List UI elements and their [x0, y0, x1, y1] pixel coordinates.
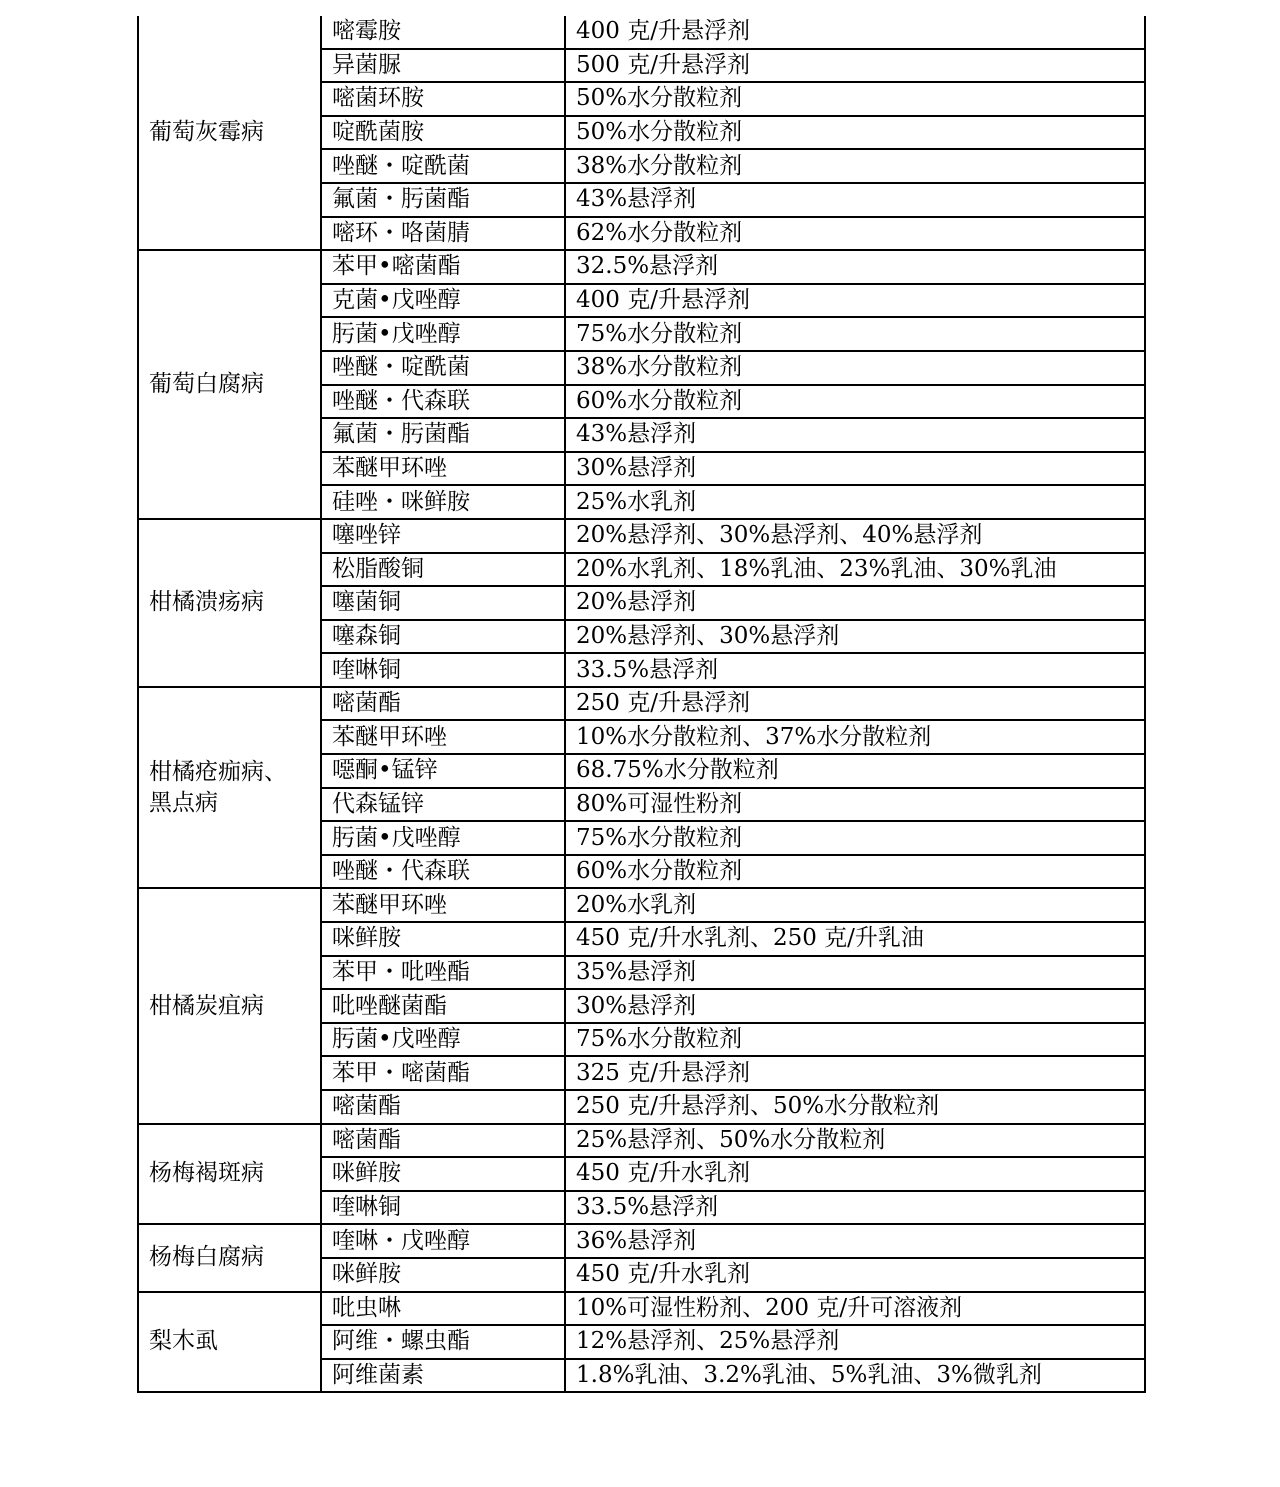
agent-cell: 喹啉铜: [321, 1191, 565, 1225]
formulation-cell: 25%悬浮剂、50%水分散粒剂: [565, 1124, 1145, 1158]
formulation-cell: 10%可湿性粉剂、200 克/升可溶液剂: [565, 1292, 1145, 1326]
formulation-cell: 250 克/升悬浮剂: [565, 687, 1145, 721]
agent-cell: 喹啉铜: [321, 653, 565, 687]
formulation-cell: 38%水分散粒剂: [565, 149, 1145, 183]
agent-cell: 噻森铜: [321, 620, 565, 654]
formulation-cell: 10%水分散粒剂、37%水分散粒剂: [565, 720, 1145, 754]
table-row: [138, 888, 1145, 922]
formulation-cell: 75%水分散粒剂: [565, 1023, 1145, 1057]
formulation-cell: 450 克/升水乳剂、250 克/升乳油: [565, 922, 1145, 956]
agent-cell: 嘧霉胺: [321, 16, 565, 49]
agent-cell: 肟菌•戊唑醇: [321, 1023, 565, 1057]
agent-cell: 噁酮•锰锌: [321, 754, 565, 788]
disease-cell: 梨木虱: [138, 1292, 321, 1393]
formulation-cell: 50%水分散粒剂: [565, 116, 1145, 150]
formulation-cell: 20%水乳剂、18%乳油、23%乳油、30%乳油: [565, 553, 1145, 587]
agent-cell: 嘧菌环胺: [321, 82, 565, 116]
agent-cell: 咪鲜胺: [321, 1258, 565, 1292]
formulation-cell: 33.5%悬浮剂: [565, 653, 1145, 687]
agent-cell: 异菌脲: [321, 49, 565, 83]
table-row: [138, 1124, 1145, 1158]
table-row: [138, 1292, 1145, 1326]
formulation-cell: 80%可湿性粉剂: [565, 788, 1145, 822]
formulation-cell: 32.5%悬浮剂: [565, 250, 1145, 284]
agent-cell: 嘧菌酯: [321, 687, 565, 721]
agent-cell: 苯醚甲环唑: [321, 452, 565, 486]
agent-cell: 啶酰菌胺: [321, 116, 565, 150]
table-row: [138, 687, 1145, 721]
formulation-cell: 75%水分散粒剂: [565, 821, 1145, 855]
formulation-cell: 30%悬浮剂: [565, 452, 1145, 486]
agent-cell: 硅唑・咪鲜胺: [321, 485, 565, 519]
agent-cell: 苯甲•嘧菌酯: [321, 250, 565, 284]
formulation-cell: 60%水分散粒剂: [565, 385, 1145, 419]
formulation-cell: 30%悬浮剂: [565, 989, 1145, 1023]
agent-cell: 嘧菌酯: [321, 1090, 565, 1124]
formulation-cell: 38%水分散粒剂: [565, 351, 1145, 385]
formulation-cell: 250 克/升悬浮剂、50%水分散粒剂: [565, 1090, 1145, 1124]
formulation-cell: 62%水分散粒剂: [565, 217, 1145, 251]
agent-cell: 唑醚・啶酰菌: [321, 351, 565, 385]
table-body: [138, 16, 1145, 1392]
formulation-cell: 75%水分散粒剂: [565, 317, 1145, 351]
agent-cell: 阿维・螺虫酯: [321, 1325, 565, 1359]
formulation-cell: 33.5%悬浮剂: [565, 1191, 1145, 1225]
table-row: [138, 519, 1145, 553]
agent-cell: 嘧环・咯菌腈: [321, 217, 565, 251]
agent-cell: 喹啉・戊唑醇: [321, 1224, 565, 1258]
disease-cell: 杨梅褐斑病: [138, 1124, 321, 1225]
table-row: [138, 16, 1145, 49]
formulation-cell: 20%悬浮剂: [565, 586, 1145, 620]
agent-cell: 肟菌•戊唑醇: [321, 821, 565, 855]
disease-cell: 杨梅白腐病: [138, 1224, 321, 1291]
agent-cell: 吡虫啉: [321, 1292, 565, 1326]
agent-cell: 代森锰锌: [321, 788, 565, 822]
formulation-cell: 36%悬浮剂: [565, 1224, 1145, 1258]
agent-cell: 苯醚甲环唑: [321, 720, 565, 754]
agent-cell: 苯醚甲环唑: [321, 888, 565, 922]
agent-cell: 苯甲・吡唑酯: [321, 956, 565, 990]
formulation-cell: 400 克/升悬浮剂: [565, 16, 1145, 49]
formulation-cell: 43%悬浮剂: [565, 418, 1145, 452]
disease-cell: 柑橘溃疡病: [138, 519, 321, 687]
formulation-cell: 400 克/升悬浮剂: [565, 284, 1145, 318]
agent-cell: 嘧菌酯: [321, 1124, 565, 1158]
formulation-cell: 35%悬浮剂: [565, 956, 1145, 990]
agent-cell: 唑醚・代森联: [321, 385, 565, 419]
table-row: [138, 1224, 1145, 1258]
formulation-cell: 43%悬浮剂: [565, 183, 1145, 217]
agent-cell: 吡唑醚菌酯: [321, 989, 565, 1023]
formulation-cell: 20%水乳剂: [565, 888, 1145, 922]
pesticide-table: [137, 16, 1146, 1393]
agent-cell: 苯甲・嘧菌酯: [321, 1056, 565, 1090]
agent-cell: 唑醚・代森联: [321, 855, 565, 889]
agent-cell: 氟菌・肟菌酯: [321, 418, 565, 452]
agent-cell: 氟菌・肟菌酯: [321, 183, 565, 217]
formulation-cell: 325 克/升悬浮剂: [565, 1056, 1145, 1090]
agent-cell: 克菌•戊唑醇: [321, 284, 565, 318]
formulation-cell: 12%悬浮剂、25%悬浮剂: [565, 1325, 1145, 1359]
formulation-cell: 450 克/升水乳剂: [565, 1258, 1145, 1292]
agent-cell: 唑醚・啶酰菌: [321, 149, 565, 183]
table-row: [138, 250, 1145, 284]
disease-cell: 柑橘炭疽病: [138, 888, 321, 1123]
agent-cell: 松脂酸铜: [321, 553, 565, 587]
formulation-cell: 50%水分散粒剂: [565, 82, 1145, 116]
agent-cell: 阿维菌素: [321, 1359, 565, 1393]
disease-cell: 葡萄灰霉病: [138, 16, 321, 250]
formulation-cell: 60%水分散粒剂: [565, 855, 1145, 889]
formulation-cell: 68.75%水分散粒剂: [565, 754, 1145, 788]
agent-cell: 噻唑锌: [321, 519, 565, 553]
formulation-cell: 1.8%乳油、3.2%乳油、5%乳油、3%微乳剂: [565, 1359, 1145, 1393]
formulation-cell: 450 克/升水乳剂: [565, 1157, 1145, 1191]
formulation-cell: 20%悬浮剂、30%悬浮剂、40%悬浮剂: [565, 519, 1145, 553]
formulation-cell: 500 克/升悬浮剂: [565, 49, 1145, 83]
agent-cell: 咪鲜胺: [321, 1157, 565, 1191]
agent-cell: 噻菌铜: [321, 586, 565, 620]
agent-cell: 肟菌•戊唑醇: [321, 317, 565, 351]
disease-cell: 柑橘疮痂病、 黑点病: [138, 687, 321, 889]
agent-cell: 咪鲜胺: [321, 922, 565, 956]
formulation-cell: 20%悬浮剂、30%悬浮剂: [565, 620, 1145, 654]
formulation-cell: 25%水乳剂: [565, 485, 1145, 519]
disease-cell: 葡萄白腐病: [138, 250, 321, 519]
